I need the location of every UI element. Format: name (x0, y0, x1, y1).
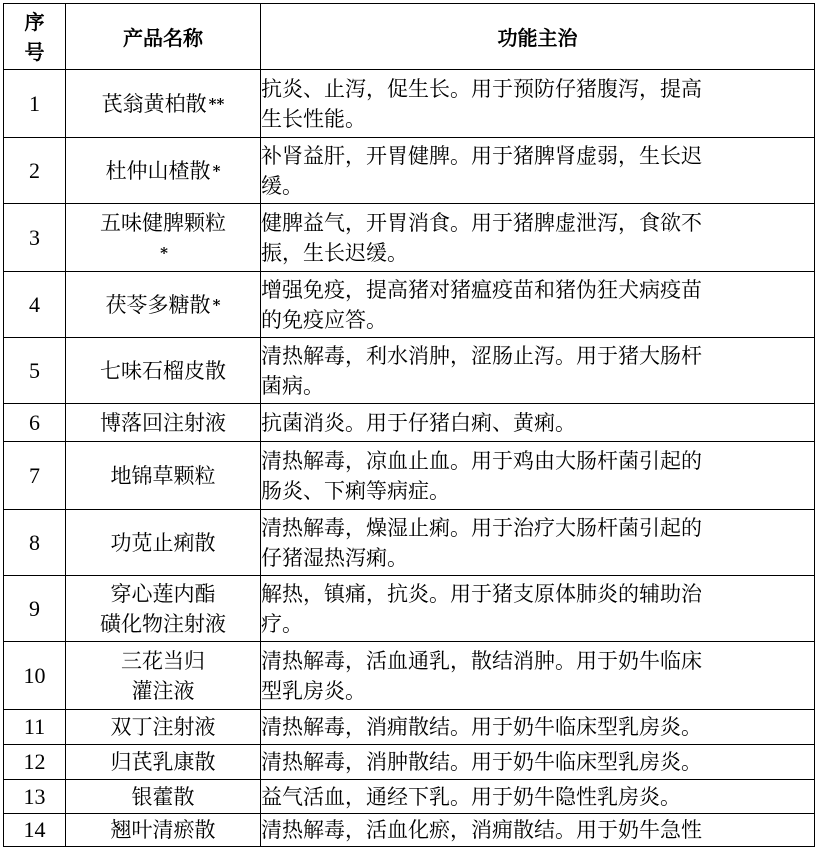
table-row (4, 138, 815, 204)
function-cell (261, 710, 815, 745)
product-name-cell (66, 138, 261, 204)
function-cell (261, 404, 815, 442)
product-name-line (66, 646, 260, 676)
function-text-line: 肠炎、下痢等病症。 (261, 478, 450, 503)
table-header-row (4, 4, 815, 70)
function-cell (261, 272, 815, 338)
row-number: 7 (4, 442, 66, 510)
product-name-line (66, 676, 260, 706)
product-name-line (66, 156, 260, 186)
table-row (4, 404, 815, 442)
function-text-line: 清热解毒，燥湿止痢。用于治疗大肠杆菌引起的 (261, 515, 702, 540)
table-row (4, 338, 815, 404)
product-name-cell (66, 442, 261, 510)
function-text-line: 仔猪湿热泻痢。 (261, 545, 408, 570)
product-name-cell (66, 710, 261, 745)
product-name-line (66, 461, 260, 491)
product-name-line (66, 290, 260, 320)
function-cell (261, 745, 815, 780)
product-name-text: 三花当归 (121, 648, 205, 673)
product-name-text: 功苋止痢散 (110, 530, 216, 555)
function-text-line: 清热解毒，利水消肿，涩肠止泻。用于猪大肠杆 (261, 343, 702, 368)
product-name-cell (66, 70, 261, 138)
function-text-line: 的免疫应答。 (261, 307, 387, 332)
product-name-cell (66, 338, 261, 404)
table-row (4, 814, 815, 847)
table-row (4, 70, 815, 138)
table-row (4, 510, 815, 576)
product-name-cell (66, 272, 261, 338)
row-number: 5 (4, 338, 66, 404)
product-name-line (66, 712, 260, 742)
row-number: 1 (4, 70, 66, 138)
row-number: 8 (4, 510, 66, 576)
product-name-cell (66, 814, 261, 847)
function-text-line: 益气活血，通经下乳。用于奶牛隐性乳房炎。 (261, 784, 681, 809)
function-cell (261, 138, 815, 204)
product-name-text: 茯苓多糖散 (105, 292, 211, 317)
product-name-line (66, 528, 260, 558)
function-text-line: 缓。 (261, 173, 303, 198)
product-name-text: 磺化物注射液 (100, 611, 226, 636)
function-cell (261, 442, 815, 510)
product-name-cell (66, 642, 261, 710)
row-number: 13 (4, 780, 66, 814)
function-text-line: 菌病。 (261, 373, 324, 398)
product-name-cell (66, 576, 261, 642)
product-table (3, 3, 815, 847)
column-header-name: 产品名称 (66, 4, 261, 70)
product-name-text: 归芪乳康散 (110, 750, 216, 774)
function-text-line: 疗。 (261, 611, 303, 636)
product-name-cell (66, 745, 261, 780)
row-number: 11 (4, 710, 66, 745)
function-text-line: 增强免疫，提高猪对猪瘟疫苗和猪伪狂犬病疫苗 (261, 277, 702, 302)
row-number: 14 (4, 814, 66, 847)
function-cell (261, 510, 815, 576)
product-name-line (66, 356, 260, 386)
table-row (4, 745, 815, 780)
product-name-text: 穿心莲内酯 (110, 581, 216, 606)
function-text-line: 生长性能。 (261, 106, 366, 131)
product-name-text: 五味健脾颗粒 (100, 210, 226, 235)
product-name-text: 芪翁黄柏散 (101, 91, 207, 116)
function-cell (261, 642, 815, 710)
function-cell (261, 814, 815, 847)
row-number: 9 (4, 576, 66, 642)
function-text-line: 型乳房炎。 (261, 678, 366, 703)
row-number: 12 (4, 745, 66, 780)
function-text-line: 健脾益气，开胃消食。用于猪脾虚泄泻，食欲不 (261, 210, 702, 235)
function-text-line: 抗菌消炎。用于仔猪白痢、黄痢。 (261, 410, 576, 435)
column-header-function: 功能主治 (261, 4, 815, 70)
product-name-cell (66, 204, 261, 272)
function-text-line: 清热解毒，活血通乳，散结消肿。用于奶牛临床 (261, 648, 702, 673)
table-row (4, 780, 815, 814)
function-text-line: 振，生长迟缓。 (261, 240, 408, 265)
function-cell (261, 780, 815, 814)
seq-header-line1: 序 (24, 9, 45, 34)
function-cell (261, 338, 815, 404)
product-name-line (66, 782, 260, 812)
asterisk-mark: * (160, 243, 168, 262)
function-text-line: 清热解毒，活血化瘀，消痈散结。用于奶牛急性 (261, 818, 702, 842)
function-text-line: 解热，镇痛，抗炎。用于猪支原体肺炎的辅助治 (261, 581, 702, 606)
product-name-text: 灌注液 (131, 678, 195, 703)
table-row (4, 204, 815, 272)
product-name-text: 双丁注射液 (110, 715, 216, 739)
table-row (4, 442, 815, 510)
table-body (4, 70, 815, 847)
asterisk-mark: * (212, 161, 221, 180)
table-row (4, 710, 815, 745)
product-name-cell (66, 510, 261, 576)
function-cell (261, 204, 815, 272)
table-row (4, 272, 815, 338)
row-number: 2 (4, 138, 66, 204)
row-number: 3 (4, 204, 66, 272)
function-text-line: 补肾益肝，开胃健脾。用于猪脾肾虚弱，生长迟 (261, 143, 702, 168)
product-name-line (66, 747, 260, 777)
asterisk-mark: * (212, 295, 221, 314)
function-cell (261, 576, 815, 642)
product-name-text: 翘叶清瘀散 (110, 818, 216, 842)
product-name-text: 地锦草颗粒 (110, 463, 216, 488)
column-header-seq (4, 4, 66, 70)
product-name-line (66, 609, 260, 639)
product-name-cell (66, 780, 261, 814)
product-name-text: 银藿散 (131, 784, 195, 809)
function-cell (261, 70, 815, 138)
function-text-line: 抗炎、止泻，促生长。用于预防仔猪腹泻，提高 (261, 76, 702, 101)
product-name-line (66, 815, 260, 845)
function-text-line: 清热解毒，消痈散结。用于奶牛临床型乳房炎。 (261, 715, 702, 739)
product-name-line (66, 579, 260, 609)
product-name-line (66, 408, 260, 438)
product-name-line (66, 208, 260, 238)
function-text-line: 清热解毒，凉血止血。用于鸡由大肠杆菌引起的 (261, 448, 702, 473)
row-number: 6 (4, 404, 66, 442)
product-name-text: 博落回注射液 (100, 410, 226, 435)
row-number: 4 (4, 272, 66, 338)
seq-header-line2: 号 (24, 39, 45, 64)
row-number: 10 (4, 642, 66, 710)
table-row (4, 576, 815, 642)
asterisk-mark: ** (208, 94, 225, 113)
product-name-line (66, 89, 260, 119)
asterisk-mark-line (66, 238, 260, 268)
table-row (4, 642, 815, 710)
product-name-cell (66, 404, 261, 442)
function-text-line: 清热解毒，消肿散结。用于奶牛临床型乳房炎。 (261, 750, 702, 774)
product-name-text: 杜仲山楂散 (105, 158, 211, 183)
product-name-text: 七味石榴皮散 (100, 358, 226, 383)
